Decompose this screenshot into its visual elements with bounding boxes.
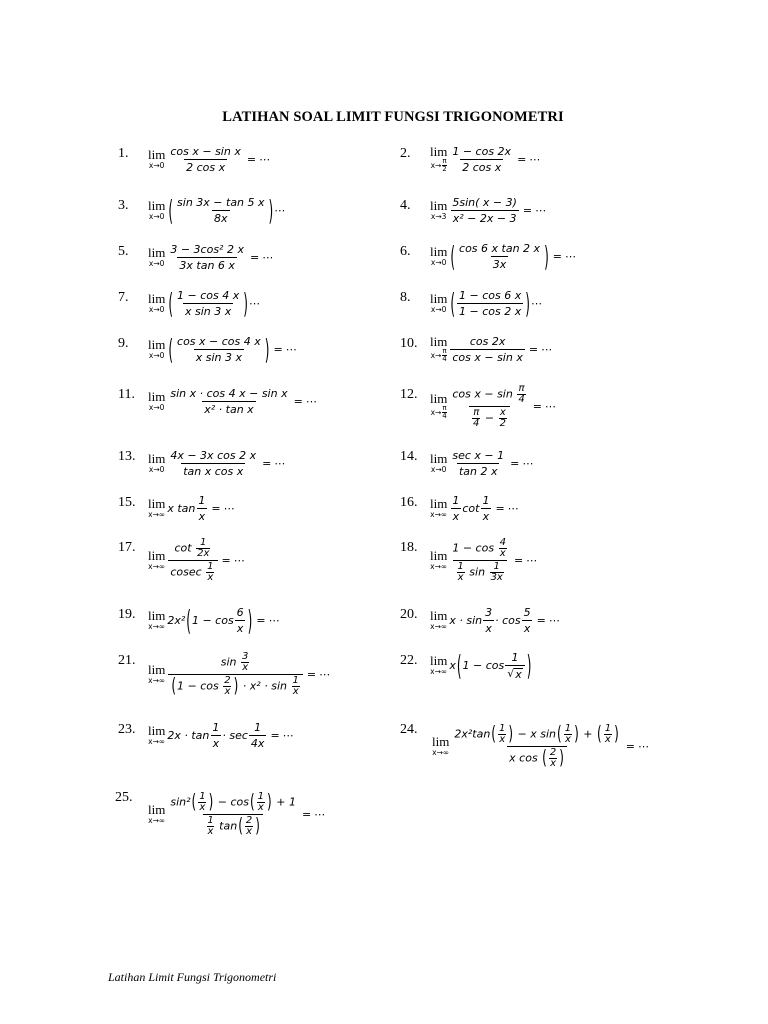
problem-number: 15.	[118, 495, 136, 510]
problem-number: 22.	[400, 653, 418, 668]
problem-number: 18.	[400, 540, 418, 555]
problem-number: 20.	[400, 607, 418, 622]
problem-number: 11.	[118, 387, 135, 402]
problem-number: 6.	[400, 244, 411, 259]
problem-8-expression: lim x→0 ( $\frac{1 - \cos 6 x}{1 - \cos 2 x}$ ) ⋯	[430, 287, 542, 320]
problem-19-expression: lim x→∞ 2x² ( 1 − cos $\frac{6}{x}$ ) = ⋯	[148, 604, 280, 637]
page-footer: Latihan Limit Fungsi Trigonometri	[108, 970, 277, 984]
problem-number: 9.	[118, 336, 129, 351]
problem-1-expression: lim x→0 $\frac{\text{cos x − sin x}}{\text{2 cos x}}$ = ⋯	[148, 145, 271, 174]
problem-number: 2.	[400, 146, 411, 161]
problem-25-expression: lim x→∞ sin²( $\frac{1}{x}$ ) − cos( $\frac{1}{x}$ ) + 1 $\frac{1}{x}$ tan( $\frac{2}{x}$ ) = ⋯	[148, 790, 326, 837]
problem-12-expression: lim x→ π 4 cos x − sin $\frac{\pi}{4}$ $\frac{\pi}{4}$ − $\frac{x}{2}$ = ⋯	[430, 383, 556, 429]
problem-18-expression: lim x→∞ 1 − cos $\frac{4}{x}$ $\frac{1}{x}$ sin $\frac{1}{3x}$ = ⋯	[430, 537, 538, 583]
problem-number: 24.	[400, 722, 418, 737]
problem-number: 17.	[118, 540, 136, 555]
problem-16-expression: lim x→∞ $\frac{1}{x}$ cot $\frac{1}{x}$ = ⋯	[430, 494, 519, 523]
problem-2-expression: lim x→ π 2 $\frac{1 - \cos 2x}{\text{2 cos x}}$ = ⋯	[430, 144, 541, 174]
problem-number: 1.	[118, 146, 129, 161]
problem-number: 10.	[400, 336, 418, 351]
problem-10-expression: lim x→ π 4 $\frac{\cos 2x}{\text{cos x − sin x}}$ = ⋯	[430, 334, 553, 364]
problem-17-expression: lim x→∞ cot $\frac{1}{2x}$ cosec $\frac{1}{x}$ = ⋯	[148, 537, 245, 583]
problem-15-expression: lim x→∞ x tan $\frac{1}{x}$ = ⋯	[148, 494, 235, 523]
problem-7-expression: lim x→0 ( $\frac{1 - \cos 4 x}{\text{x sin 3 x}}$ ) ⋯	[148, 287, 260, 320]
problem-number: 13.	[118, 449, 136, 464]
problem-13-expression: lim x→0 $\frac{\text{4x − 3x cos 2 x}}{\text{tan x cos x}}$ = ⋯	[148, 449, 286, 478]
problem-number: 25.	[115, 790, 133, 805]
problem-24-expression: lim x→∞ 2x²tan( $\frac{1}{x}$ ) − x sin( $\frac{1}{x}$ ) + ( $\frac{1}{x}$ ) x cos ( $\frac{2}{x}$ ) = ⋯	[432, 722, 649, 769]
page-title: LATIHAN SOAL LIMIT FUNGSI TRIGONOMETRI	[222, 109, 564, 125]
problem-20-expression: lim x→∞ x · sin $\frac{3}{x}$ · cos $\frac{5}{x}$ = ⋯	[430, 606, 560, 635]
problem-number: 8.	[400, 290, 411, 305]
problem-number: 4.	[400, 198, 411, 213]
problem-number: 12.	[400, 387, 418, 402]
problem-number: 14.	[400, 449, 418, 464]
problem-3-expression: lim x→0 ( $\frac{\sin 3x - \tan 5 x}{8x}$ ) ⋯	[148, 194, 286, 227]
problem-4-expression: lim x→3 $\frac{5\sin( x - 3)}{\text{x² − 2x − 3}}$ = ⋯	[430, 196, 547, 225]
problem-number: 7.	[118, 290, 129, 305]
problem-6-expression: lim x→0 ( $\frac{\text{cos 6 x tan 2 x}}{3x}$ ) = ⋯	[430, 240, 576, 273]
problem-9-expression: lim x→0 ( $\frac{\text{cos x − cos 4 x}}{\text{x sin 3 x}}$ ) = ⋯	[148, 333, 297, 366]
problem-22-expression: lim x→∞ x ( 1 − cos 1 √ x )	[430, 649, 532, 682]
problem-number: 23.	[118, 722, 136, 737]
problem-14-expression: lim x→0 $\frac{\text{sec x − 1}}{\tan 2 x}$ = ⋯	[430, 449, 534, 478]
problem-23-expression: lim x→∞ 2x · tan $\frac{1}{x}$ · sec $\frac{1}{4x}$ = ⋯	[148, 721, 294, 750]
problem-21-expression: lim x→∞ sin $\frac{3}{x}$ (1 − cos $\frac{2}{x}$ ) · x² · sin $\frac{1}{x}$ = ⋯	[148, 651, 331, 697]
problem-number: 16.	[400, 495, 418, 510]
problem-5-expression: lim x→0 $\frac{\text{3 − 3cos² 2 x}}{\text{3x tan 6 x}}$ = ⋯	[148, 243, 274, 272]
problem-number: 21.	[118, 653, 136, 668]
problem-number: 5.	[118, 244, 129, 259]
problem-number: 19.	[118, 607, 136, 622]
problem-11-expression: lim x→0 $\frac{\text{sin x · cos 4 x − sin x}}{\text{x² · tan x}}$ = ⋯	[148, 387, 317, 416]
problem-number: 3.	[118, 198, 129, 213]
